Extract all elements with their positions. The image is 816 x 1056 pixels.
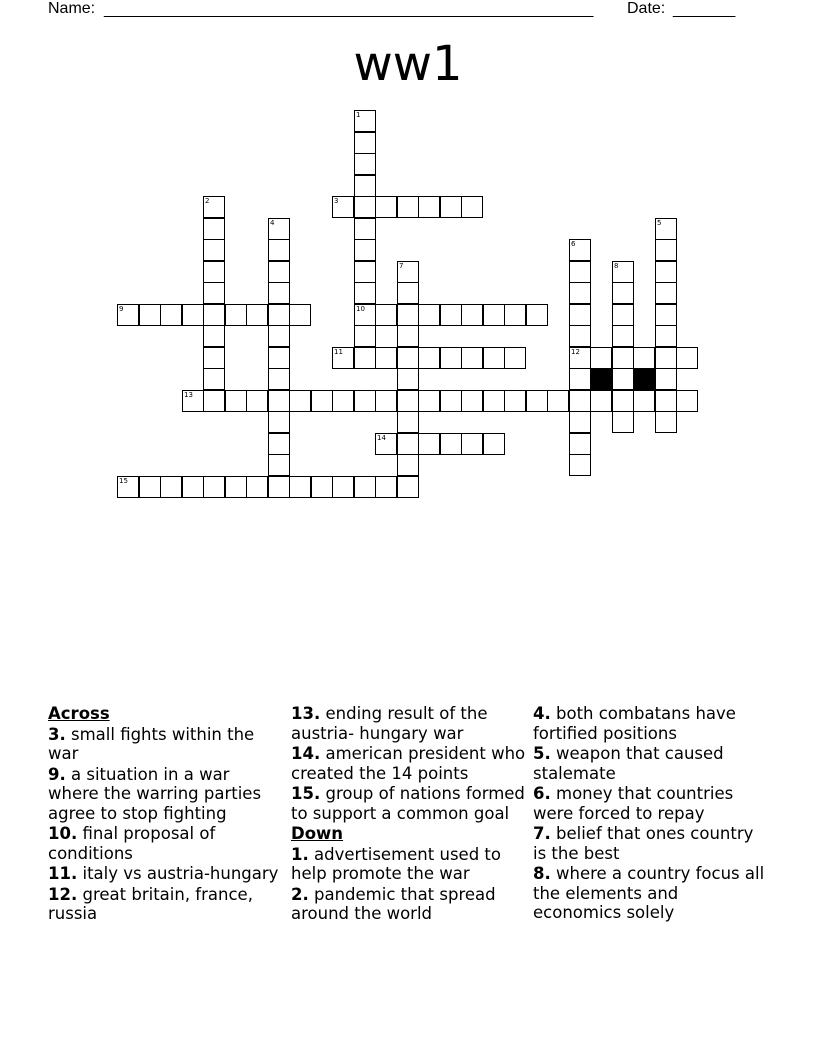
crossword-cell[interactable] [526,304,548,326]
crossword-cell[interactable] [440,196,462,218]
crossword-cell[interactable] [612,368,634,390]
crossword-cell[interactable] [289,390,311,412]
clues-column-1 [48,703,284,924]
crossword-cell[interactable] [655,239,677,261]
cell-number: 13 [184,391,193,399]
date-label: Date: [627,0,666,17]
crossword-cell[interactable] [418,196,440,218]
crossword-cell[interactable] [268,411,290,433]
crossword-cell[interactable] [182,390,204,412]
crossword-cell[interactable] [569,304,591,326]
crossword-cell[interactable] [504,304,526,326]
crossword-cell[interactable] [655,218,677,240]
crossword-cell[interactable] [203,239,225,261]
clue-text: weapon that caused stalemate [533,744,724,783]
clue-down-6 [533,784,769,823]
crossword-cell[interactable] [375,433,397,455]
crossword-cell[interactable] [311,476,333,498]
clue-across-14 [291,744,527,783]
crossword-cell[interactable] [569,433,591,455]
clue-number: 10. [48,824,78,843]
crossword-cell[interactable] [268,433,290,455]
crossword-cell[interactable] [289,476,311,498]
crossword-cell[interactable] [655,368,677,390]
crossword-cell[interactable] [354,304,376,326]
crossword-cell[interactable] [461,433,483,455]
clue-across-15 [291,784,527,823]
crossword-cell[interactable] [332,347,354,369]
clue-number: 15. [291,784,321,803]
crossword-cell[interactable] [397,368,419,390]
clue-down-8 [533,864,769,923]
clue-text: final proposal of conditions [48,824,216,863]
crossword-cell[interactable] [655,390,677,412]
clue-across-10 [48,824,284,863]
crossword-cell[interactable] [354,218,376,240]
crossword-cell[interactable] [160,476,182,498]
crossword-cell[interactable] [569,454,591,476]
crossword-cell[interactable] [483,304,505,326]
crossword-cell[interactable] [311,390,333,412]
crossword-cell[interactable] [203,196,225,218]
crossword-cell[interactable] [440,304,462,326]
cell-number: 7 [399,262,404,270]
crossword-cell[interactable] [203,368,225,390]
crossword-cell[interactable] [354,476,376,498]
crossword-cell[interactable] [483,347,505,369]
crossword-cell[interactable] [246,476,268,498]
crossword-cell[interactable] [203,282,225,304]
crossword-cell[interactable] [182,476,204,498]
crossword-cell[interactable] [354,390,376,412]
clue-number: 5. [533,744,551,763]
crossword-cell[interactable] [375,347,397,369]
crossword-grid [0,0,816,520]
crossword-cell[interactable] [569,239,591,261]
crossword-cell[interactable] [375,304,397,326]
crossword-cell[interactable] [397,454,419,476]
crossword-cell[interactable] [268,476,290,498]
crossword-cell[interactable] [569,390,591,412]
crossword-cell[interactable] [612,347,634,369]
cell-number: 3 [334,197,339,205]
crossword-cell[interactable] [397,411,419,433]
crossword-cell[interactable] [182,304,204,326]
down-heading: Down [291,824,344,843]
crossword-cell[interactable] [483,433,505,455]
crossword-cell[interactable] [483,390,505,412]
crossword-cell[interactable] [504,347,526,369]
crossword-cell[interactable] [203,261,225,283]
cell-number: 12 [571,348,580,356]
crossword-cell[interactable] [569,368,591,390]
crossword-cell[interactable] [676,390,698,412]
crossword-cell[interactable] [440,433,462,455]
crossword-cell[interactable] [354,347,376,369]
crossword-cell[interactable] [461,196,483,218]
clue-number: 2. [291,884,309,904]
crossword-cell[interactable] [397,325,419,347]
clue-down-2 [291,885,527,924]
cell-number: 2 [205,197,210,205]
clue-text: where a country focus all the elements and economics solely [533,864,765,922]
crossword-cell[interactable] [526,390,548,412]
clue-number: 9. [48,764,66,784]
crossword-cell[interactable] [117,304,139,326]
crossword-cell[interactable] [418,347,440,369]
crossword-cell[interactable] [354,175,376,197]
cell-number: 5 [657,219,662,227]
crossword-cell[interactable] [397,196,419,218]
crossword-cell[interactable] [225,304,247,326]
crossword-cell[interactable] [268,261,290,283]
cell-number: 14 [377,434,386,442]
clue-number: 3. [48,724,66,744]
cell-number: 6 [571,240,576,248]
clue-number: 14. [291,744,321,763]
crossword-cell[interactable] [354,196,376,218]
cell-number: 11 [334,348,343,356]
clue-text: american president who created the 14 points [291,744,526,783]
crossword-cell[interactable] [268,390,290,412]
crossword-cell[interactable] [117,476,139,498]
crossword-cell[interactable] [612,411,634,433]
crossword-cell[interactable] [354,239,376,261]
crossword-cell[interactable] [354,261,376,283]
crossword-cell[interactable] [569,261,591,283]
crossword-cell[interactable] [268,282,290,304]
crossword-cell[interactable] [203,347,225,369]
crossword-cell[interactable] [268,368,290,390]
clue-text: pandemic that spread around the world [291,884,496,923]
crossword-cell[interactable] [354,153,376,175]
crossword-cell[interactable] [397,261,419,283]
crossword-cell[interactable] [590,347,612,369]
clue-down-5 [533,744,769,783]
clues-column-2 [291,703,527,924]
crossword-cell[interactable] [612,390,634,412]
crossword-cell[interactable] [569,347,591,369]
crossword-cell[interactable] [655,325,677,347]
clue-across-12 [48,885,284,924]
clue-down-1 [291,845,527,884]
name-label: Name: [48,0,96,17]
crossword-cell[interactable] [246,304,268,326]
crossword-cell[interactable] [418,390,440,412]
clue-number: 7. [533,824,551,843]
name-field-line[interactable]: _______________________________________________________ [104,1,594,18]
crossword-cell[interactable] [268,325,290,347]
crossword-cell[interactable] [225,476,247,498]
crossword-cell[interactable] [268,347,290,369]
crossword-cell[interactable] [633,347,655,369]
crossword-cell[interactable] [268,304,290,326]
clue-number: 12. [48,884,78,904]
crossword-cell[interactable] [375,196,397,218]
crossword-cell[interactable] [612,261,634,283]
crossword-cell[interactable] [354,325,376,347]
clue-down-4 [533,704,769,743]
crossword-cell[interactable] [203,325,225,347]
crossword-cell[interactable] [397,282,419,304]
crossword-cell[interactable] [225,390,247,412]
clue-text: small fights within the war [48,724,255,763]
clue-number: 1. [291,844,309,864]
crossword-cell[interactable] [655,304,677,326]
crossword-cell[interactable] [332,476,354,498]
crossword-cell[interactable] [440,347,462,369]
crossword-cell[interactable] [203,390,225,412]
cell-number: 10 [356,305,365,313]
crossword-cell[interactable] [547,390,569,412]
crossword-cell[interactable] [655,282,677,304]
crossword-cell[interactable] [268,239,290,261]
clue-text: ending result of the austria- hungary war [291,704,488,743]
crossword-cell[interactable] [203,304,225,326]
clue-down-7 [533,824,769,863]
crossword-cell[interactable] [397,433,419,455]
crossword-cell[interactable] [354,132,376,154]
crossword-cell[interactable] [268,454,290,476]
crossword-cell[interactable] [203,218,225,240]
crossword-cell[interactable] [569,282,591,304]
crossword-cell[interactable] [332,196,354,218]
clue-text: great britain, france, russia [48,884,253,923]
crossword-cell[interactable] [418,433,440,455]
crossword-cell[interactable] [655,261,677,283]
clue-text: advertisement used to help promote the war [291,844,501,883]
clue-text: money that countries were forced to repay [533,784,734,823]
clue-across-13 [291,704,527,743]
crossword-cell[interactable] [397,390,419,412]
crossword-cell[interactable] [246,390,268,412]
clue-text: belief that ones country is the best [533,824,754,863]
crossword-cell[interactable] [268,218,290,240]
crossword-cell[interactable] [612,325,634,347]
across-heading: Across [48,704,110,723]
crossword-cell[interactable] [612,282,634,304]
shaded-cell [590,368,612,390]
clue-number: 11. [48,864,78,883]
cell-number: 9 [119,305,124,313]
page-title: ww1 [353,36,463,92]
cell-number: 1 [356,111,361,119]
crossword-cell[interactable] [655,411,677,433]
crossword-cell[interactable] [203,476,225,498]
crossword-cell[interactable] [332,390,354,412]
crossword-cell[interactable] [590,390,612,412]
crossword-cell[interactable] [676,347,698,369]
crossword-cell[interactable] [504,390,526,412]
crossword-cell[interactable] [139,304,161,326]
clue-across-11 [48,864,284,884]
crossword-cell[interactable] [354,110,376,132]
clues-column-3 [533,703,769,923]
clue-number: 8. [533,864,551,883]
crossword-cell[interactable] [569,411,591,433]
shaded-cell [633,368,655,390]
crossword-cell[interactable] [139,476,161,498]
clue-across-9 [48,765,284,824]
clue-text: italy vs austria-hungary [82,864,279,883]
crossword-cell[interactable] [461,347,483,369]
crossword-cell[interactable] [354,282,376,304]
clue-text: group of nations formed to support a common goal [291,784,525,823]
crossword-cell[interactable] [289,304,311,326]
crossword-cell[interactable] [655,347,677,369]
cell-number: 4 [270,219,275,227]
crossword-cell[interactable] [461,390,483,412]
clue-text: a situation in a war where the warring parties agree to stop fighting [48,764,262,823]
crossword-cell[interactable] [375,476,397,498]
clue-across-3 [48,725,284,764]
crossword-cell[interactable] [569,325,591,347]
cell-number: 8 [614,262,619,270]
crossword-cell[interactable] [418,304,440,326]
cell-number: 15 [119,477,128,485]
crossword-cell[interactable] [397,304,419,326]
crossword-cell[interactable] [397,476,419,498]
crossword-cell[interactable] [633,390,655,412]
crossword-cell[interactable] [160,304,182,326]
crossword-cell[interactable] [397,347,419,369]
crossword-cell[interactable] [612,304,634,326]
crossword-cell[interactable] [461,304,483,326]
crossword-cell[interactable] [375,390,397,412]
crossword-cell[interactable] [440,390,462,412]
clue-number: 4. [533,704,551,723]
clue-number: 6. [533,784,551,803]
clue-text: both combatans have fortified positions [533,704,736,743]
clue-number: 13. [291,704,321,723]
date-field-line[interactable]: _______ [673,1,736,18]
